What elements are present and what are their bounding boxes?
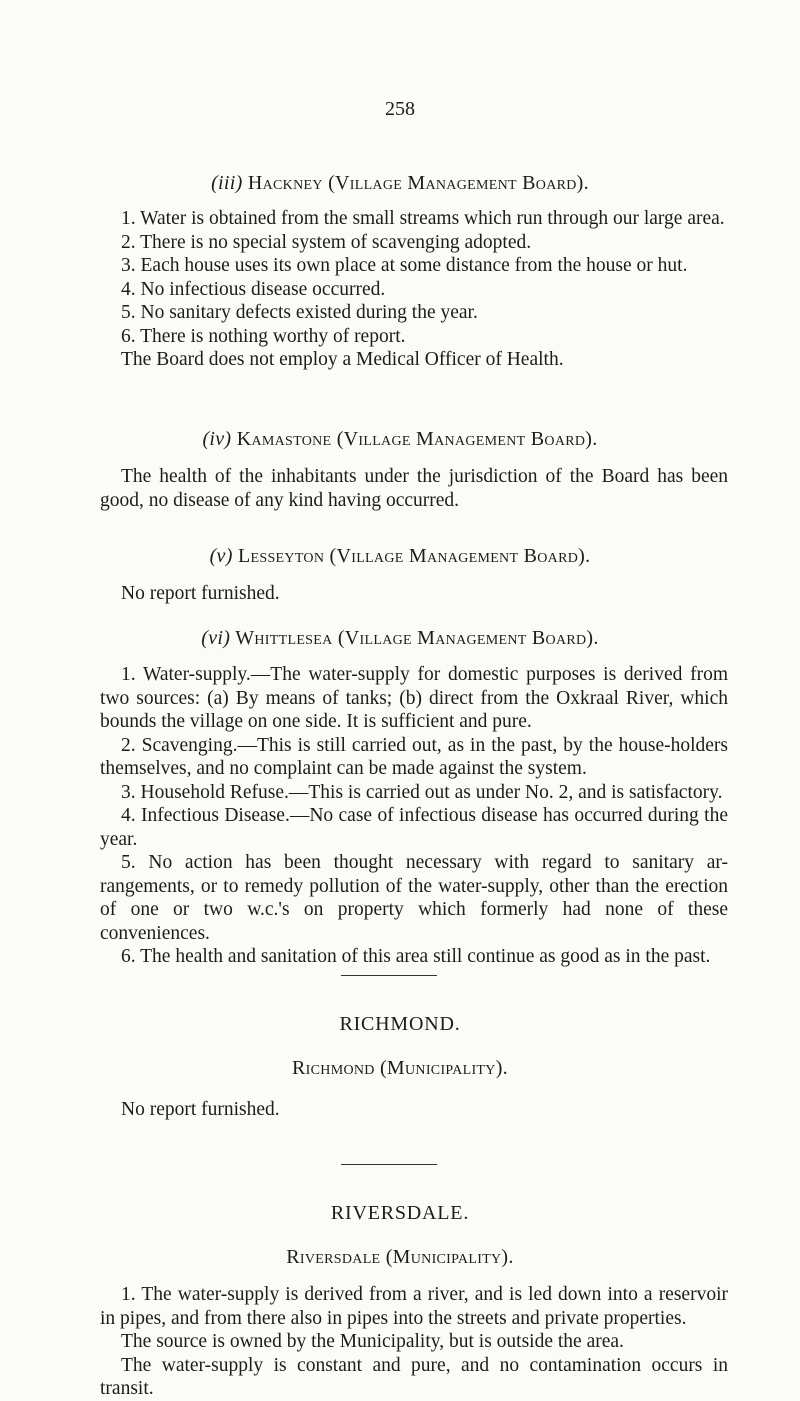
section-number: (vi) [201,627,231,649]
section-number: (iv) [202,428,232,450]
page-number: 258 [385,98,415,120]
paragraph: 4. Infectious Disease.—No case of infectious disease has occurred during the year. [100,805,728,850]
section-heading-whittlesea [0,627,800,651]
section-body-lesseyton [100,582,728,606]
section-title: Kamastone (Village Management Board). [236,428,598,450]
section-heading-hackney [0,172,800,196]
section-heading-richmond: Richmond (Municipality). [292,1057,508,1079]
section-heading-kamastone [0,428,800,452]
paragraph: The health of the inhabitants under the jurisdiction of the Board has been good, no disease of any kind having occurred. [100,466,728,511]
section-title: Lesseyton (Village Management Board). [238,545,591,567]
paragraph: 3. Each house uses its own place at some distance from the house or hut. [121,255,688,276]
section-body-kamastone [100,465,728,512]
district-heading-riversdale: RIVERSDALE. [330,1202,470,1224]
paragraph: No report furnished. [121,1099,280,1120]
section-number: (iii) [211,172,243,194]
paragraph: The Board does not employ a Medical Officer of Health. [121,349,564,370]
district-heading-richmond: RICHMOND. [339,1013,461,1035]
section-heading-lesseyton [0,545,800,569]
section-body-whittlesea [100,663,728,969]
paragraph: 1. Water is obtained from the small streams which run through our large area. [121,208,725,229]
section-divider [341,975,437,976]
paragraph: 5. No action has been thought necessary with regard to sanitary ar-rangements, or to remedy pollution of the water-supply, other than the erection of one or two w.c.'s on property which formerly had none of these conveniences. [100,852,728,944]
paragraph: 2. Scavenging.—This is still carried out, as in the past, by the house-holders themselves, and no complaint can be made against the system. [100,734,728,779]
paragraph: 2. There is no special system of scavenging adopted. [121,231,532,253]
paragraph: 1. The water-supply is derived from a river, and is led down into a reservoir in pipes, and from there also in pipes into the streets and private properties. [100,1284,728,1329]
section-body-riversdale [100,1283,728,1401]
section-number: (v) [209,545,233,567]
paragraph: The source is owned by the Municipality, but is outside the area. [121,1331,624,1352]
section-body-richmond [100,1098,728,1122]
paragraph: 3. Household Refuse.—This is carried out as under No. 2, and is satisfactory. [121,781,723,803]
paragraph: 6. There is nothing worthy of report. [121,325,406,347]
section-body-hackney [100,207,728,372]
paragraph: No report furnished. [121,583,280,604]
paragraph: 1. Water-supply.—The water-supply for domestic purposes is derived from two sources: (a) By means of tanks; (b) direct from the Oxkraal River, which bounds the village on one side. It is sufficient and pure. [100,664,728,732]
paragraph: 5. No sanitary defects existed during the year. [121,302,478,323]
section-divider [341,1164,437,1165]
section-title: Whittlesea (Village Management Board). [235,627,599,649]
paragraph: 6. The health and sanitation of this area still continue as good as in the past. [121,946,711,967]
section-title: Hackney (Village Management Board). [247,172,589,194]
section-heading-riversdale: Riversdale (Municipality). [286,1246,514,1268]
paragraph: 4. No infectious disease occurred. [121,278,386,300]
paragraph: The water-supply is constant and pure, and no contamination occurs in transit. [100,1354,728,1399]
